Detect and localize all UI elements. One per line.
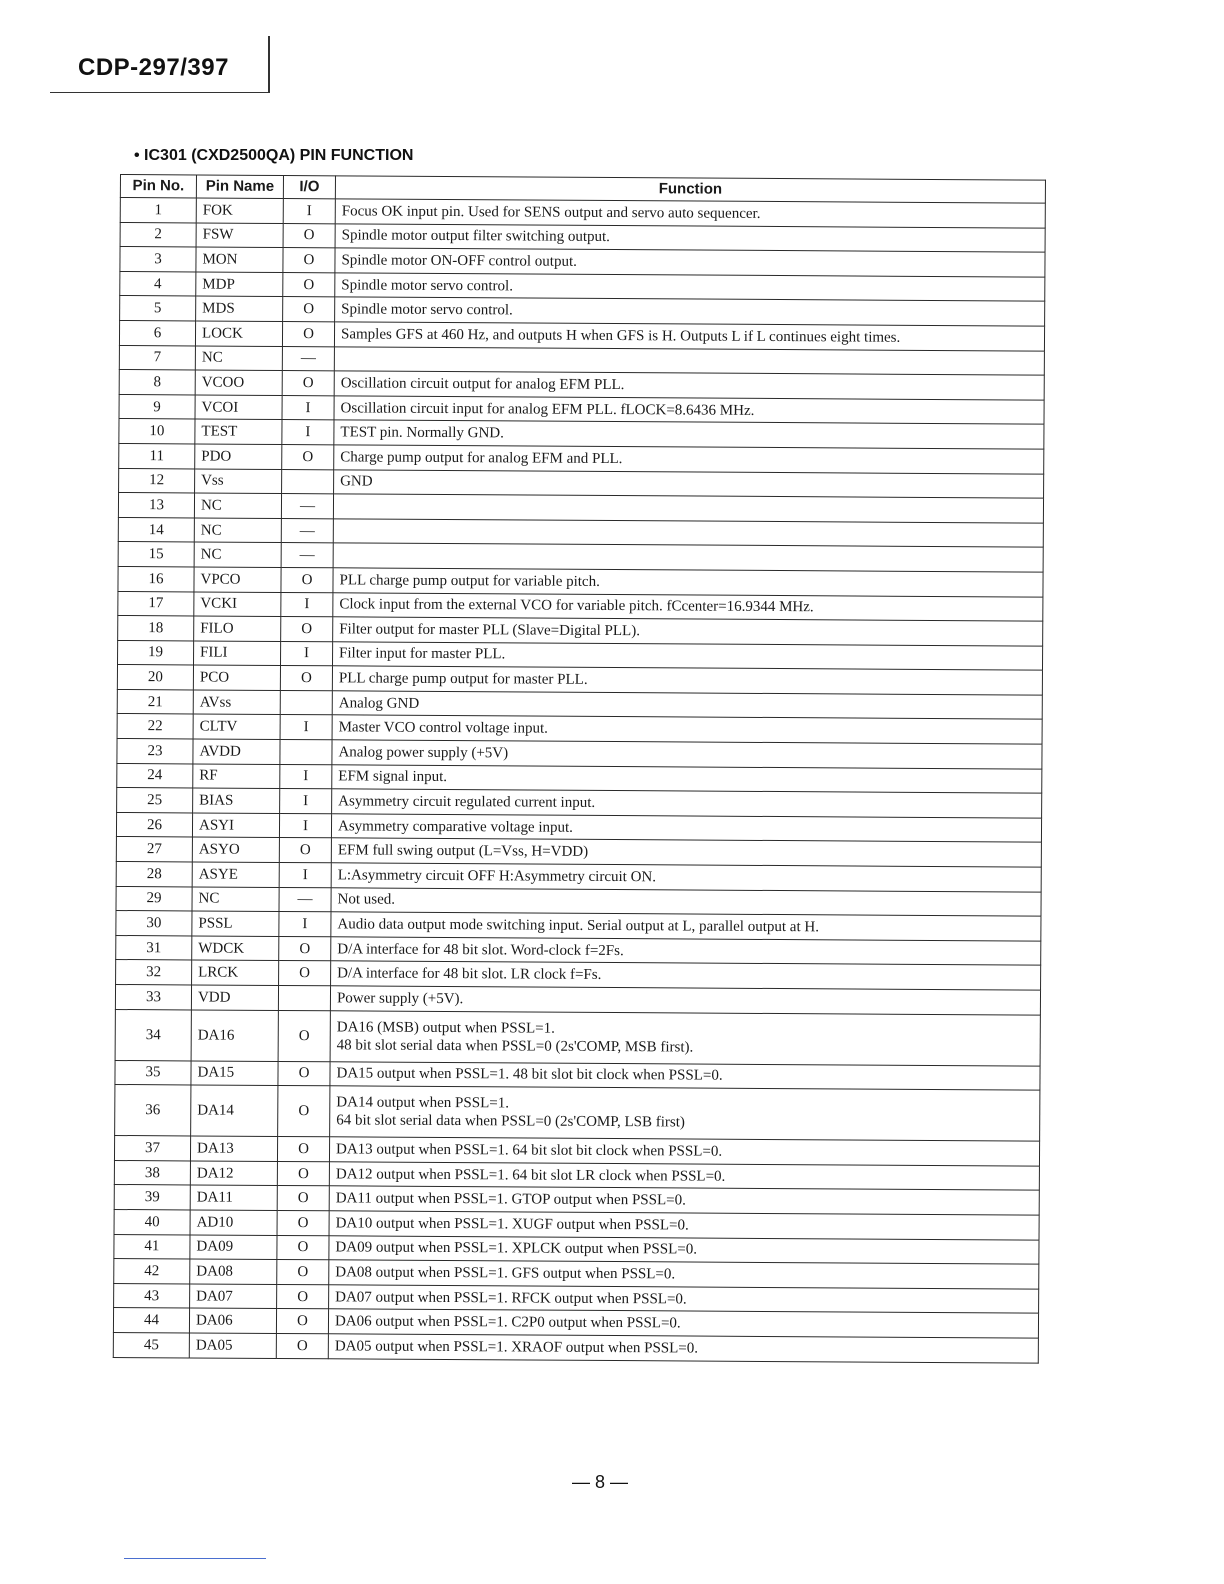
pin-name-cell: Vss bbox=[195, 468, 282, 493]
pin-function-cell: L:Asymmetry circuit OFF H:Asymmetry circuit ON. bbox=[331, 863, 1041, 892]
pin-io-cell: O bbox=[283, 272, 335, 297]
pin-number-cell: 28 bbox=[116, 862, 192, 887]
pin-io-cell: O bbox=[277, 1186, 329, 1211]
pin-name-cell: RF bbox=[193, 764, 280, 789]
pin-number-cell: 35 bbox=[115, 1060, 191, 1085]
pin-function-cell: DA13 output when PSSL=1. 64 bit slot bit clock when PSSL=0. bbox=[329, 1137, 1039, 1166]
pin-io-cell: I bbox=[282, 420, 334, 445]
pin-io-cell: O bbox=[281, 617, 333, 642]
pin-function-line: 64 bit slot serial data when PSSL=0 (2s'COMP, LSB first) bbox=[336, 1112, 685, 1131]
section-title: • IC301 (CXD2500QA) PIN FUNCTION bbox=[134, 147, 414, 164]
pin-function-cell: Spindle motor output filter switching output. bbox=[335, 223, 1045, 252]
pin-function-cell: DA12 output when PSSL=1. 64 bit slot LR clock when PSSL=0. bbox=[329, 1162, 1039, 1191]
pin-io-cell: O bbox=[276, 1309, 328, 1334]
pin-io-cell: I bbox=[281, 592, 333, 617]
pin-name-cell: DA07 bbox=[190, 1284, 277, 1309]
pin-io-cell: I bbox=[283, 198, 335, 223]
pin-io-cell: O bbox=[277, 1210, 329, 1235]
pin-name-cell: FILO bbox=[194, 616, 281, 641]
pin-function-table bbox=[113, 174, 1046, 1363]
pin-name-cell: VPCO bbox=[194, 567, 281, 592]
pin-name-cell: DA16 bbox=[191, 1010, 278, 1062]
page-number: — 8 — bbox=[572, 1472, 629, 1492]
pin-name-cell: FSW bbox=[196, 223, 283, 248]
pin-name-cell: FOK bbox=[196, 198, 283, 223]
pin-name-cell: LRCK bbox=[192, 960, 279, 985]
pin-number-cell: 27 bbox=[116, 837, 192, 862]
model-header-box bbox=[50, 36, 270, 93]
pin-function-cell: Asymmetry circuit regulated current input. bbox=[332, 789, 1042, 818]
pin-name-cell: VCOO bbox=[195, 370, 282, 395]
pin-function-cell: Spindle motor servo control. bbox=[335, 297, 1045, 326]
pin-name-cell: NC bbox=[192, 887, 279, 912]
pin-function-cell bbox=[330, 1086, 1040, 1141]
pin-name-cell: NC bbox=[194, 542, 281, 567]
pin-name-cell: DA09 bbox=[190, 1235, 277, 1260]
pin-name-cell: DA05 bbox=[189, 1333, 276, 1358]
pin-io-cell: I bbox=[280, 789, 332, 814]
pin-number-cell: 2 bbox=[120, 222, 196, 247]
pin-io-cell bbox=[280, 690, 332, 715]
pin-number-cell: 33 bbox=[115, 984, 191, 1009]
pin-name-cell: TEST bbox=[195, 419, 282, 444]
pin-number-cell: 18 bbox=[118, 616, 194, 641]
pin-function-cell: Master VCO control voltage input. bbox=[332, 715, 1042, 744]
pin-function-cell: TEST pin. Normally GND. bbox=[334, 420, 1044, 449]
pin-io-cell bbox=[278, 985, 330, 1010]
pin-table-body bbox=[113, 198, 1045, 1363]
col-header-io: I/O bbox=[283, 175, 335, 198]
pin-function-cell: EFM signal input. bbox=[332, 764, 1042, 793]
pin-function-cell: DA08 output when PSSL=1. GFS output when PSSL=0. bbox=[329, 1260, 1039, 1289]
pin-name-cell: DA15 bbox=[191, 1061, 278, 1086]
pin-function-line: DA14 output when PSSL=1. bbox=[336, 1094, 510, 1112]
pin-function-cell: Asymmetry comparative voltage input. bbox=[331, 814, 1041, 843]
pin-name-cell: NC bbox=[194, 518, 281, 543]
pin-name-cell: CLTV bbox=[193, 714, 280, 739]
pin-function-cell: DA10 output when PSSL=1. XUGF output when PSSL=0. bbox=[329, 1211, 1039, 1240]
pin-number-cell: 4 bbox=[120, 271, 196, 296]
pin-function-cell: DA09 output when PSSL=1. XPLCK output when PSSL=0. bbox=[329, 1235, 1039, 1264]
pin-io-cell: O bbox=[281, 567, 333, 592]
table-row bbox=[113, 1332, 1038, 1362]
pin-io-cell: O bbox=[279, 961, 331, 986]
pin-number-cell: 22 bbox=[117, 714, 193, 739]
pin-io-cell: O bbox=[283, 297, 335, 322]
pin-name-cell: PSSL bbox=[192, 911, 279, 936]
pin-io-cell: O bbox=[280, 666, 332, 691]
pin-name-cell: PDO bbox=[195, 444, 282, 469]
pin-io-cell: O bbox=[276, 1333, 328, 1358]
pin-number-cell: 32 bbox=[116, 960, 192, 985]
pin-function-cell: D/A interface for 48 bit slot. LR clock f=Fs. bbox=[331, 961, 1041, 990]
col-header-function: Function bbox=[335, 176, 1045, 203]
pin-function-cell: Filter output for master PLL (Slave=Digital PLL). bbox=[333, 617, 1043, 646]
pin-io-cell: O bbox=[282, 371, 334, 396]
pin-function-cell: PLL charge pump output for variable pitch. bbox=[333, 568, 1043, 597]
pin-number-cell: 44 bbox=[113, 1308, 189, 1333]
pin-name-cell: VCOI bbox=[195, 395, 282, 420]
pin-io-cell: O bbox=[283, 223, 335, 248]
pin-io-cell: I bbox=[279, 912, 331, 937]
pin-io-cell: — bbox=[281, 543, 333, 568]
pin-function-line: DA16 (MSB) output when PSSL=1. bbox=[336, 1018, 555, 1037]
pin-name-cell: WDCK bbox=[192, 936, 279, 961]
pin-io-cell: O bbox=[277, 1284, 329, 1309]
pin-number-cell: 30 bbox=[116, 911, 192, 936]
pin-number-cell: 38 bbox=[114, 1160, 190, 1185]
pin-function-cell: Not used. bbox=[331, 887, 1041, 916]
pin-function-cell: DA15 output when PSSL=1. 48 bit slot bit clock when PSSL=0. bbox=[330, 1061, 1040, 1090]
pin-name-cell: AVDD bbox=[193, 739, 280, 764]
pin-io-cell: I bbox=[279, 863, 331, 888]
pin-number-cell: 7 bbox=[119, 345, 195, 370]
pin-name-cell: ASYE bbox=[192, 862, 279, 887]
col-header-pin-name: Pin Name bbox=[196, 175, 283, 199]
pin-io-cell: O bbox=[277, 1137, 329, 1162]
bottom-rule bbox=[124, 1558, 266, 1559]
pin-number-cell: 26 bbox=[116, 812, 192, 837]
pin-name-cell: FILI bbox=[194, 641, 281, 666]
pin-name-cell: ASYI bbox=[192, 813, 279, 838]
pin-function-cell: DA11 output when PSSL=1. GTOP output when PSSL=0. bbox=[329, 1186, 1039, 1215]
pin-name-cell: MON bbox=[196, 247, 283, 272]
pin-io-cell: O bbox=[282, 444, 334, 469]
pin-function-cell: Clock input from the external VCO for variable pitch. fCcenter=16.9344 MHz. bbox=[333, 592, 1043, 621]
pin-function-cell: DA05 output when PSSL=1. XRAOF output when PSSL=0. bbox=[328, 1334, 1038, 1363]
pin-number-cell: 5 bbox=[120, 296, 196, 321]
pin-io-cell: O bbox=[282, 321, 334, 346]
pin-io-cell: I bbox=[280, 764, 332, 789]
pin-function-cell: Spindle motor ON-OFF control output. bbox=[335, 248, 1045, 277]
pin-number-cell: 36 bbox=[115, 1085, 191, 1136]
pin-number-cell: 40 bbox=[114, 1209, 190, 1234]
pin-io-cell: I bbox=[279, 813, 331, 838]
pin-name-cell: MDP bbox=[196, 272, 283, 297]
pin-io-cell: O bbox=[279, 936, 331, 961]
pin-io-cell bbox=[280, 740, 332, 765]
pin-number-cell: 9 bbox=[119, 394, 195, 419]
pin-function-cell: Analog GND bbox=[332, 691, 1042, 720]
pin-io-cell: O bbox=[278, 1061, 330, 1086]
pin-number-cell: 41 bbox=[114, 1234, 190, 1259]
pin-number-cell: 29 bbox=[116, 886, 192, 911]
pin-io-cell bbox=[282, 469, 334, 494]
pin-name-cell: VCKI bbox=[194, 591, 281, 616]
pin-number-cell: 10 bbox=[119, 419, 195, 444]
col-header-pin-no: Pin No. bbox=[120, 175, 196, 198]
pin-io-cell: O bbox=[277, 1235, 329, 1260]
pin-function-cell bbox=[330, 1010, 1040, 1065]
pin-number-cell: 16 bbox=[118, 566, 194, 591]
pin-number-cell: 19 bbox=[118, 640, 194, 665]
pin-function-cell: Oscillation circuit output for analog EFM PLL. bbox=[334, 371, 1044, 400]
pin-number-cell: 39 bbox=[114, 1185, 190, 1210]
pin-function-cell: Focus OK input pin. Used for SENS output and servo auto sequencer. bbox=[335, 199, 1045, 228]
pin-function-cell: DA07 output when PSSL=1. RFCK output when PSSL=0. bbox=[329, 1285, 1039, 1314]
pin-number-cell: 45 bbox=[113, 1332, 189, 1357]
pin-name-cell: DA11 bbox=[190, 1185, 277, 1210]
pin-number-cell: 13 bbox=[118, 493, 194, 518]
pin-number-cell: 20 bbox=[117, 665, 193, 690]
pin-io-cell: O bbox=[279, 838, 331, 863]
pin-function-cell: Oscillation circuit input for analog EFM PLL. fLOCK=8.6436 MHz. bbox=[334, 396, 1044, 425]
pin-name-cell: LOCK bbox=[195, 321, 282, 346]
pin-function-line: 48 bit slot serial data when PSSL=0 (2s'COMP, MSB first). bbox=[336, 1036, 694, 1056]
pin-number-cell: 1 bbox=[120, 198, 196, 223]
pin-name-cell: NC bbox=[195, 346, 282, 371]
pin-function-cell: Spindle motor servo control. bbox=[335, 273, 1045, 302]
pin-number-cell: 31 bbox=[116, 935, 192, 960]
pin-name-cell: DA12 bbox=[190, 1161, 277, 1186]
pin-io-cell: I bbox=[280, 641, 332, 666]
pin-number-cell: 25 bbox=[117, 788, 193, 813]
table-row bbox=[115, 1009, 1040, 1066]
pin-name-cell: ASYO bbox=[192, 837, 279, 862]
pin-function-cell: EFM full swing output (L=Vss, H=VDD) bbox=[331, 838, 1041, 867]
pin-number-cell: 43 bbox=[114, 1283, 190, 1308]
pin-function-cell: GND bbox=[334, 469, 1044, 498]
pin-number-cell: 34 bbox=[115, 1009, 191, 1060]
pin-name-cell: DA06 bbox=[189, 1308, 276, 1333]
pin-name-cell: DA08 bbox=[190, 1259, 277, 1284]
pin-function-cell: Charge pump output for analog EFM and PLL. bbox=[334, 445, 1044, 474]
pin-name-cell: DA14 bbox=[191, 1085, 278, 1137]
pin-io-cell: I bbox=[282, 395, 334, 420]
pin-io-cell: — bbox=[281, 518, 333, 543]
pin-io-cell: — bbox=[279, 887, 331, 912]
pin-number-cell: 42 bbox=[114, 1259, 190, 1284]
pin-function-cell: PLL charge pump output for master PLL. bbox=[332, 666, 1042, 695]
pin-function-cell: Power supply (+5V). bbox=[330, 986, 1040, 1015]
pin-name-cell: AD10 bbox=[190, 1210, 277, 1235]
pin-function-cell: DA06 output when PSSL=1. C2P0 output when PSSL=0. bbox=[328, 1309, 1038, 1338]
pin-io-cell: — bbox=[282, 346, 334, 371]
pin-io-cell: O bbox=[277, 1260, 329, 1285]
pin-number-cell: 23 bbox=[117, 739, 193, 764]
pin-function-cell: Filter input for master PLL. bbox=[332, 641, 1042, 670]
pin-number-cell: 11 bbox=[119, 443, 195, 468]
pin-name-cell: AVss bbox=[193, 690, 280, 715]
pin-number-cell: 17 bbox=[118, 591, 194, 616]
pin-name-cell: NC bbox=[194, 493, 281, 518]
pin-number-cell: 21 bbox=[117, 689, 193, 714]
pin-number-cell: 6 bbox=[119, 320, 195, 345]
pin-number-cell: 8 bbox=[119, 370, 195, 395]
pin-io-cell: O bbox=[283, 248, 335, 273]
pin-name-cell: MDS bbox=[196, 296, 283, 321]
pin-function-cell: D/A interface for 48 bit slot. Word-clock f=2Fs. bbox=[331, 937, 1041, 966]
pin-io-cell: O bbox=[278, 1086, 330, 1137]
table-row bbox=[115, 1085, 1040, 1142]
model-title: CDP-297/397 bbox=[78, 54, 229, 81]
pin-number-cell: 15 bbox=[118, 542, 194, 567]
pin-name-cell: VDD bbox=[191, 985, 278, 1010]
pin-function-cell: Analog power supply (+5V) bbox=[332, 740, 1042, 769]
pin-number-cell: 3 bbox=[120, 247, 196, 272]
pin-io-cell: — bbox=[281, 494, 333, 519]
pin-io-cell: O bbox=[278, 1010, 330, 1061]
pin-io-cell: O bbox=[277, 1161, 329, 1186]
pin-io-cell: I bbox=[280, 715, 332, 740]
pin-function-cell: Samples GFS at 460 Hz, and outputs H when GFS is H. Outputs L if L continues eight times. bbox=[334, 322, 1044, 351]
pin-number-cell: 24 bbox=[117, 763, 193, 788]
pin-function-cell: Audio data output mode switching input. Serial output at L, parallel output at H. bbox=[331, 912, 1041, 941]
pin-number-cell: 12 bbox=[119, 468, 195, 493]
pin-name-cell: DA13 bbox=[190, 1136, 277, 1161]
pin-number-cell: 14 bbox=[118, 517, 194, 542]
pin-name-cell: PCO bbox=[193, 665, 280, 690]
pin-number-cell: 37 bbox=[114, 1136, 190, 1161]
pin-name-cell: BIAS bbox=[193, 788, 280, 813]
